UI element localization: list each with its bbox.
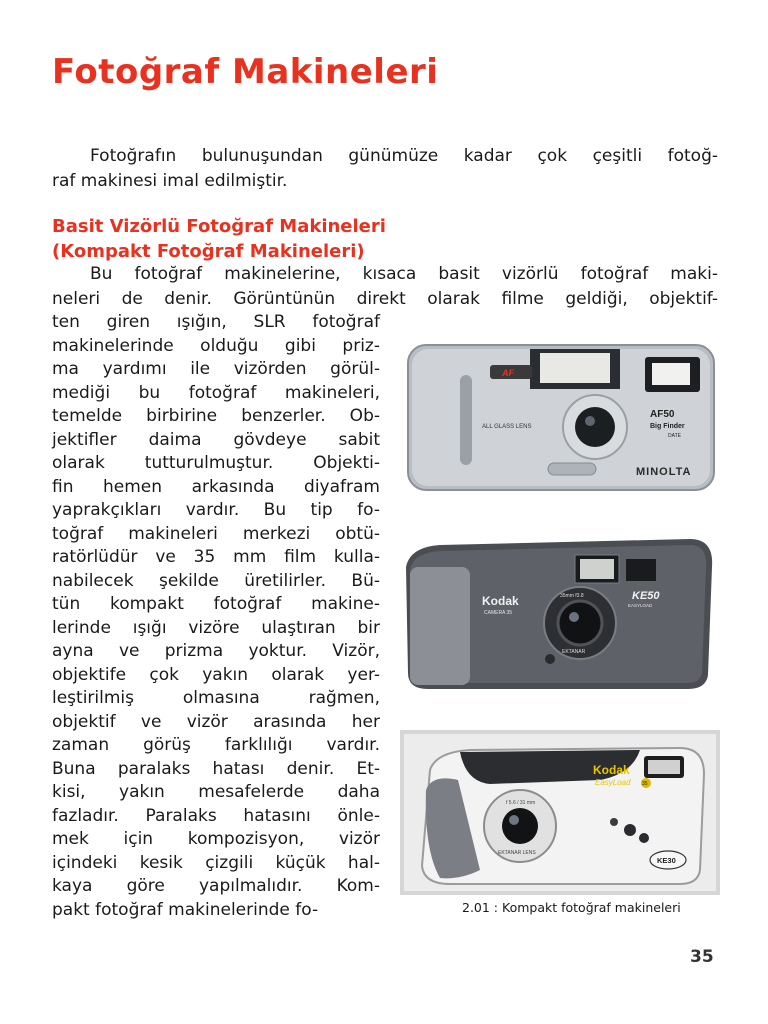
paragraph-line: pakt fotoğraf makinelerinde fo- bbox=[52, 899, 319, 920]
viewfinder-window bbox=[626, 559, 656, 581]
flash-reflector bbox=[580, 559, 614, 579]
flash-reflector bbox=[648, 760, 680, 774]
camera-photos bbox=[400, 335, 720, 895]
paragraph-line: içindeki kesik çizgili küçük hal- bbox=[52, 852, 380, 873]
slider-switch bbox=[548, 463, 596, 475]
paragraph-line: objektif ve vizör arasında her bbox=[52, 711, 380, 732]
button bbox=[639, 833, 649, 843]
section-heading-line: (Kompakt Fotoğraf Makineleri) bbox=[52, 241, 365, 262]
paragraph-line: neleri de denir. Görüntünün direkt olarak filme geldiği, objektif- bbox=[52, 289, 718, 309]
paragraph-line: Buna paralaks hatası denir. Et- bbox=[52, 758, 380, 779]
grip bbox=[460, 375, 472, 465]
brand-label: MINOLTA bbox=[636, 466, 692, 478]
lens-reflection bbox=[569, 612, 579, 622]
section-paragraph-column bbox=[52, 311, 380, 922]
paragraph-line: zaman görüş farklılığı vardır. bbox=[52, 735, 380, 755]
camera-photo-kodak-ke30 bbox=[400, 730, 720, 895]
camera-photo-minolta bbox=[400, 335, 720, 505]
paragraph-line: objektife çok yakın olarak yer- bbox=[52, 664, 380, 685]
intro-line: raf makinesi imal edilmiştir. bbox=[52, 171, 288, 191]
paragraph-line: nabilecek şekilde üretilirler. Bü- bbox=[52, 570, 380, 591]
intro-line: Fotoğrafın bulunuşundan günümüze kadar çok çeşitli fotoğ- bbox=[90, 146, 718, 166]
model-date-label: DATE bbox=[668, 433, 681, 439]
paragraph-line: kaya göre yapılmalıdır. Kom- bbox=[52, 876, 380, 896]
brand-sub-label: CAMERA 35 bbox=[484, 610, 513, 616]
paragraph-line: ten giren ışığın, SLR fotoğraf bbox=[52, 312, 380, 332]
brand-label: Kodak bbox=[593, 763, 630, 777]
paragraph-line: ayna ve prizma yoktur. Vizör, bbox=[52, 641, 380, 661]
paragraph-line: mek için kompozisyon, vizör bbox=[52, 829, 380, 849]
camera-photo-kodak-ke50 bbox=[400, 527, 720, 697]
paragraph-line: yaprakçıkları vardır. Bu tip fo- bbox=[52, 500, 380, 520]
lens-sub-label: EKTANAR LENS bbox=[498, 850, 536, 856]
section-paragraph-full-width bbox=[52, 262, 718, 312]
paragraph-line: fin hemen arkasında diyafram bbox=[52, 476, 380, 497]
page-number: 35 bbox=[690, 947, 714, 967]
paragraph-line: leştirilmiş olmasına rağmen, bbox=[52, 688, 380, 708]
button bbox=[545, 654, 555, 664]
lens bbox=[502, 808, 538, 844]
model-label: KE30 bbox=[657, 856, 676, 865]
paragraph-line: jektifler daima gövdeye sabit bbox=[52, 429, 380, 450]
button bbox=[610, 818, 618, 826]
paragraph-line: kisi, yakın mesafelerde daha bbox=[52, 782, 380, 802]
grip bbox=[410, 567, 470, 685]
lens-reflection bbox=[509, 815, 519, 825]
paragraph-line: temelde birbirine benzerler. Ob- bbox=[52, 406, 380, 426]
lens-sub-label: EKTANAR bbox=[562, 649, 586, 655]
paragraph-line: toğraf makineleri merkezi obtü- bbox=[52, 523, 380, 544]
paragraph-line: ma yardımı ile vizörden görül- bbox=[52, 359, 380, 379]
lens-label: f 5.6 / 31 mm bbox=[506, 800, 536, 806]
model-label: AF50 bbox=[650, 409, 675, 420]
paragraph-line: Bu fotoğraf makinelerine, kısaca basit vizörlü fotoğraf maki- bbox=[90, 264, 718, 284]
lens bbox=[558, 601, 602, 645]
lens-reflection bbox=[585, 416, 595, 426]
page-title: Fotoğraf Makineleri bbox=[52, 52, 439, 92]
brand-sub-label: EasyLoad bbox=[595, 778, 631, 787]
model-sub-label: Big Finder bbox=[650, 423, 685, 430]
brand-label: Kodak bbox=[482, 594, 519, 608]
af-badge-text: AF bbox=[502, 368, 514, 378]
paragraph-line: fazladır. Paralaks hatasını önle- bbox=[52, 805, 380, 826]
paragraph-line: makinelerinde olduğu gibi priz- bbox=[52, 335, 380, 356]
lens-label: 35mm f3.8 bbox=[560, 593, 584, 599]
lens bbox=[575, 407, 615, 447]
lens-label: ALL GLASS LENS bbox=[482, 424, 532, 430]
badge-text: 35 bbox=[642, 781, 648, 787]
model-sub-label: EASYLOAD bbox=[628, 603, 653, 608]
paragraph-line: tün kompakt fotoğraf makine- bbox=[52, 594, 380, 614]
paragraph-line: mediği bu fotoğraf makineleri, bbox=[52, 382, 380, 403]
paragraph-line: ratörlüdür ve 35 mm film kulla- bbox=[52, 547, 380, 567]
button bbox=[624, 824, 636, 836]
figure-caption: 2.01 : Kompakt fotoğraf makineleri bbox=[462, 900, 681, 915]
section-heading-line: Basit Vizörlü Fotoğraf Makineleri bbox=[52, 216, 386, 237]
flash-reflector bbox=[540, 353, 610, 383]
intro-paragraph bbox=[52, 144, 718, 194]
section-heading bbox=[52, 214, 386, 264]
paragraph-line: olarak tutturulmuştur. Objekti- bbox=[52, 453, 380, 473]
model-label: KE50 bbox=[632, 590, 660, 602]
viewfinder-glass bbox=[652, 363, 690, 385]
paragraph-line: lerinde ışığı vizöre ulaştıran bir bbox=[52, 617, 380, 638]
